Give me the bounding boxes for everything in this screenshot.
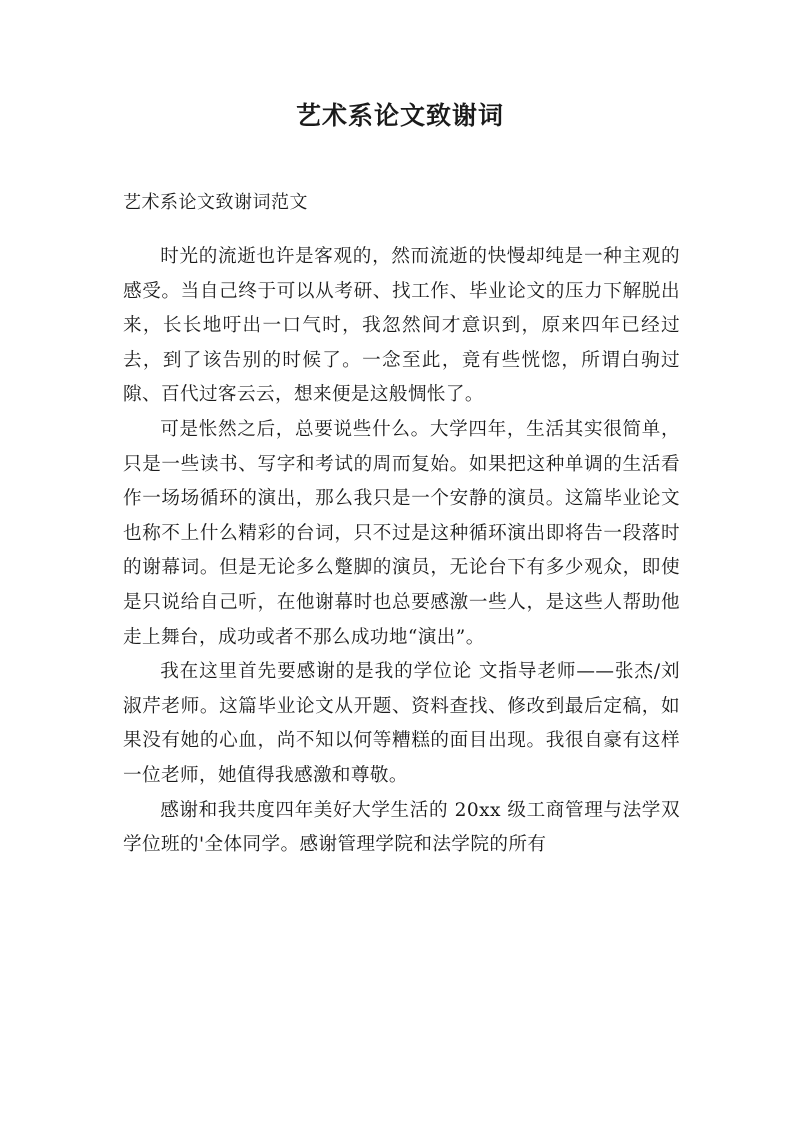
paragraph-3: 我在这里首先要感谢的是我的学位论 文指导老师——张杰/刘淑芹老师。这篇毕业论文从开题、资料查找、修改到最后定稿，如果没有她的心血，尚不知以何等糟糕的面目出现。我很自豪有这样一位老师，她值得我感激和尊敬。 — [123, 661, 680, 786]
document-title: 艺术系论文致谢词 — [295, 101, 504, 130]
paragraph-4: 感谢和我共度四年美好大学生活的 20xx 级工商管理与法学双学位班的'全体同学。感谢管理学院和法学院的所有 — [123, 799, 680, 856]
document-body — [123, 240, 680, 863]
paragraph-1: 时光的流逝也许是客观的，然而流逝的快慢却纯是一种主观的感受。当自己终于可以从考研、找工作、毕业论文的压力下解脱出来，长长地吁出一口气时，我忽然间才意识到，原来四年已经过去，到了该告别的时候了。一念至此，竟有些恍惚，所谓白驹过隙、百代过客云云，想来便是这般惆怅了。 — [123, 246, 680, 406]
paragraph-2: 可是怅然之后，总要说些什么。大学四年，生活其实很简单，只是一些读书、写字和考试的周而复始。如果把这种单调的生活看作一场场循环的演出，那么我只是一个安静的演员。这篇毕业论文也称不上什么精彩的台词，只不过是这种循环演出即将告一段落时的谢幕词。但是无论多么蹩脚的演员，无论台下有多少观众，即使是只说给自己听，在他谢幕时也总要感激一些人，是这些人帮助他走上舞台，成功或者不那么成功地“演出”。 — [123, 418, 680, 648]
document-subtitle: 艺术系论文致谢词范文 — [123, 192, 308, 213]
